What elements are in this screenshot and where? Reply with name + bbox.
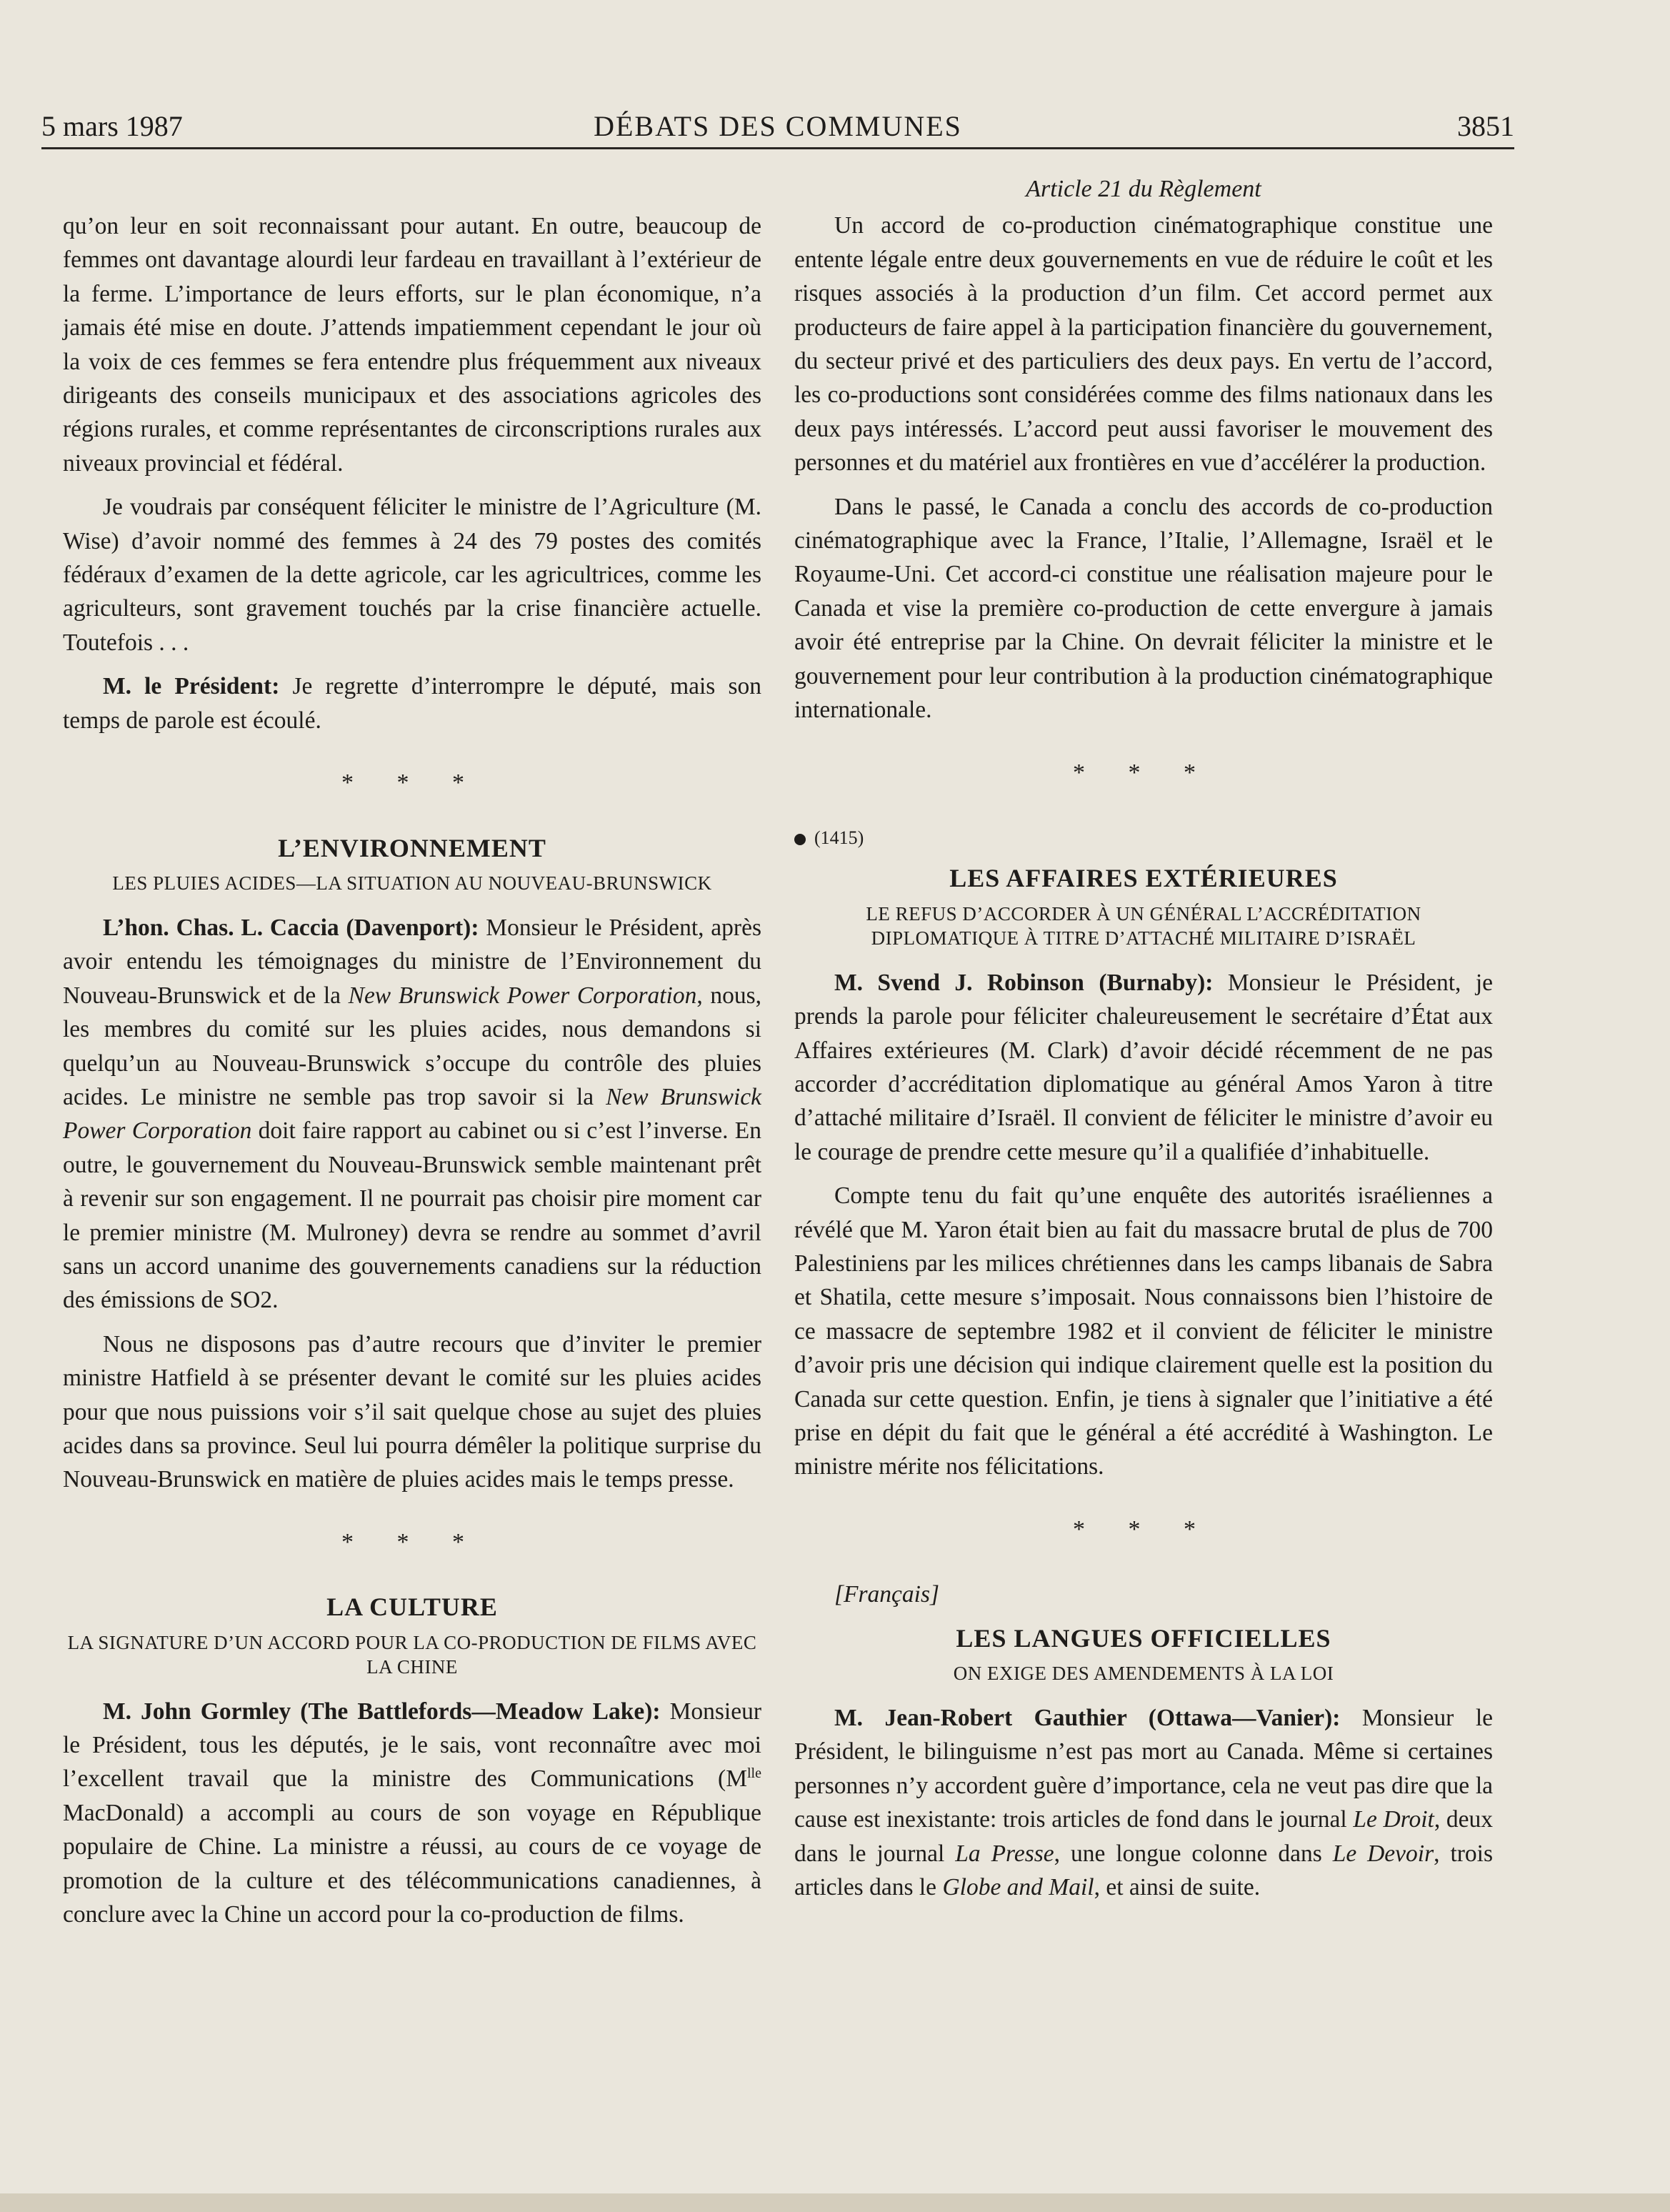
section-subheading: LES PLUIES ACIDES—LA SITUATION AU NOUVEAU-BRUNSWICK: [112, 872, 712, 894]
page-bottom-edge: [0, 2193, 1670, 2212]
paragraph: Nous ne disposons pas d’autre recours que d’inviter le premier ministre Hatfield à se présenter devant le comité sur les pluies acides pour que nous puissions voir s’il sait quelque chose au sujet des pluies acides dans sa province. Seul lui pourra démêler la politique surprise du Nouveau-Brunswick en matière de pluies acides mais le temps presse.: [63, 1330, 761, 1493]
left-column: [63, 209, 761, 1941]
section-heading: LES LANGUES OFFICIELLES: [956, 1623, 1331, 1653]
section-heading: LES AFFAIRES EXTÉRIEURES: [949, 864, 1338, 893]
header-date: 5 mars 1987: [41, 110, 183, 142]
section-separator: * * *: [341, 1528, 483, 1555]
speech-text: , trois articles dans le: [794, 1840, 1494, 1901]
paragraph: Dans le passé, le Canada a conclu des accords de co-production cinématographique avec la France, l’Italie, l’Allemagne, Israël et le Royaume-Uni. Cet accord-ci constitue une réalisation majeure pour le Canada et vise la première co-production de cette envergure à jamais avoir été entreprise par la Chine. On devrait féliciter la ministre et le gouvernement pour leur contribution à la production cinématographique internationale.: [794, 493, 1493, 724]
speaker-name: M. le Président:: [103, 673, 280, 700]
time-marker-text: (1415): [814, 827, 864, 848]
paragraph: [794, 966, 1493, 1169]
italic-text: Le Droit: [1353, 1806, 1434, 1833]
speech-text: , nous, les membres du comité sur les pluies acides, nous demandons si quelqu’un au Nouveau-Brunswick s’occupe du contrôle des pluies acides. Le ministre ne semble pas trop savoir si la: [63, 982, 761, 1110]
italic-text: New Brunswick Power Corporation: [348, 982, 697, 1009]
section-separator: * * *: [1073, 759, 1214, 786]
section-subheading: LE REFUS D’ACCORDER À UN GÉNÉRAL L’ACCRÉDITATION DIPLOMATIQUE À TITRE D’ATTACHÉ MILITAIRE D’ISRAËL: [866, 902, 1421, 949]
bullet-icon: [794, 834, 806, 845]
italic-text: Globe and Mail: [942, 1874, 1094, 1901]
speech-text: Monsieur le Président, le bilinguisme n’est pas mort au Canada. Même si certaines personnes n’y accordent guère d’importance, cela ne veut pas dire que la cause est inexistante: trois articles de fond dans le journal: [794, 1705, 1493, 1833]
header-title: DÉBATS DES COMMUNES: [594, 110, 962, 142]
speech-text: , et ainsi de suite.: [1094, 1874, 1261, 1901]
language-tag: [Français]: [834, 1581, 940, 1608]
paragraph: [794, 1701, 1493, 1904]
speech-text: doit faire rapport au cabinet ou si c’est l’inverse. En outre, le gouvernement du Nouveau-Brunswick semble maintenant prêt à revenir sur son engagement. Il ne pourrait pas choisir pire moment car le premier ministre (M. Mulroney) devra se rendre au sommet d’avril sans un accord unanime des gouvernements canadiens sur la réduction des émissions de SO2.: [63, 1117, 762, 1314]
speech-text: Monsieur le Président, tous les députés, je le sais, vont reconnaître avec moi l’excellent travail que la ministre des Communications (M: [63, 1698, 761, 1793]
italic-text: La Presse: [955, 1840, 1054, 1867]
section-separator: * * *: [1073, 1515, 1214, 1543]
paragraph: [63, 1695, 761, 1932]
speaker-name: M. Jean-Robert Gauthier (Ottawa—Vanier):: [834, 1705, 1341, 1732]
speech-text: MacDonald) a accompli au cours de son voyage en République populaire de Chine. La ministre a réussi, au cours de ce voyage de promotion de la culture et des télécommunications canadiennes, à conclure avec la Chine un accord pour la co-production de films.: [63, 1799, 761, 1928]
rule-reference: Article 21 du Règlement: [1026, 176, 1261, 202]
time-marker: [794, 821, 1493, 855]
paragraph: [63, 669, 761, 737]
paragraph: qu’on leur en soit reconnaissant pour autant. En outre, beaucoup de femmes ont davantage alourdi leur fardeau en travaillant à l’extérieur de la ferme. L’importance de leurs efforts, sur le plan économique, n’a jamais été mise en doute. J’attends impatiemment cependant le jour où la voix de ces femmes se fera entendre plus fréquemment aux niveaux dirigeants des conseils municipaux et des associations agricoles des régions rurales, et comme représentantes de circonscriptions rurales aux niveaux provincial et fédéral.: [63, 213, 761, 477]
italic-text: New Brunswick Power Corporation: [63, 1083, 761, 1145]
speech-text: Monsieur le Président, après avoir entendu les témoignages du ministre de l’Environnement du Nouveau-Brunswick et de la: [63, 914, 761, 1009]
italic-text: Le Devoir: [1332, 1840, 1434, 1867]
paragraph: Je voudrais par conséquent féliciter le ministre de l’Agriculture (M. Wise) d’avoir nommé des femmes à 24 des 79 postes des comités fédéraux d’examen de la dette agricole, car les agricultrices, comme les agriculteurs, sont gravement touchés par la crise financière actuelle. Toutefois . . .: [63, 494, 761, 656]
header-page-number: 3851: [1457, 110, 1514, 142]
section-heading: LA CULTURE: [326, 1593, 498, 1622]
speaker-name: M. Svend J. Robinson (Burnaby):: [834, 969, 1214, 996]
paragraph: [63, 911, 761, 1317]
right-column: [794, 176, 1494, 1914]
superscript: lle: [747, 1765, 761, 1782]
speaker-name: L’hon. Chas. L. Caccia (Davenport):: [103, 914, 479, 941]
section-subheading: ON EXIGE DES AMENDEMENTS À LA LOI: [953, 1663, 1334, 1685]
paragraph: Compte tenu du fait qu’une enquête des autorités israéliennes a révélé que M. Yaron était bien au fait du massacre brutal de plus de 700 Palestiniens par les milices chrétiennes dans les camps libanais de Sabra et Shatila, cette mesure s’imposait. Nous connaissons bien l’histoire de ce massacre de septembre 1982 et il convient de féliciter le ministre d’avoir pris une décision qui indique clairement quelle est la position du Canada sur cette question. Enfin, je tiens à signaler que l’initiative a été prise en dépit du fait que le général a été accrédité à Washington. Le ministre mérite nos félicitations.: [794, 1182, 1493, 1480]
speech-text: , deux dans le journal: [794, 1806, 1494, 1867]
speech-text: Monsieur le Président, je prends la parole pour féliciter chaleureusement le secrétaire d’État aux Affaires extérieures (M. Clark) d’avoir décidé récemment de ne pas accorder d’accréditation diplomatique au général Amos Yaron à titre d’attaché militaire d’Israël. Il convient de féliciter le ministre d’avoir eu le courage de prendre cette mesure qu’il a qualifiée d’inhabituelle.: [794, 969, 1494, 1165]
paragraph: Un accord de co-production cinématographique constitue une entente légale entre deux gouvernements en vue de réduire le coût et les risques associés à la production d’un film. Cet accord permet aux producteurs de faire appel à la participation financière du gouvernement, du secteur privé et des particuliers des deux pays. En vertu de l’accord, les co-productions sont considérées comme des films nationaux dans les deux pays intéressés. L’accord peut aussi favoriser le mouvement des personnes et du matériel aux frontières en vue d’accélérer la production.: [794, 212, 1493, 477]
section-subheading: LA SIGNATURE D’UN ACCORD POUR LA CO-PRODUCTION DE FILMS AVEC LA CHINE: [67, 1631, 757, 1678]
page-header: [41, 107, 1514, 149]
speech-text: , une longue colonne dans: [1054, 1840, 1333, 1867]
section-separator: * * *: [341, 769, 483, 797]
speech-text: Je regrette d’interrompre le député, mais son temps de parole est écoulé.: [63, 673, 761, 734]
speaker-name: M. John Gormley (The Battlefords—Meadow Lake):: [103, 1698, 661, 1725]
section-heading: L’ENVIRONNEMENT: [278, 833, 546, 862]
